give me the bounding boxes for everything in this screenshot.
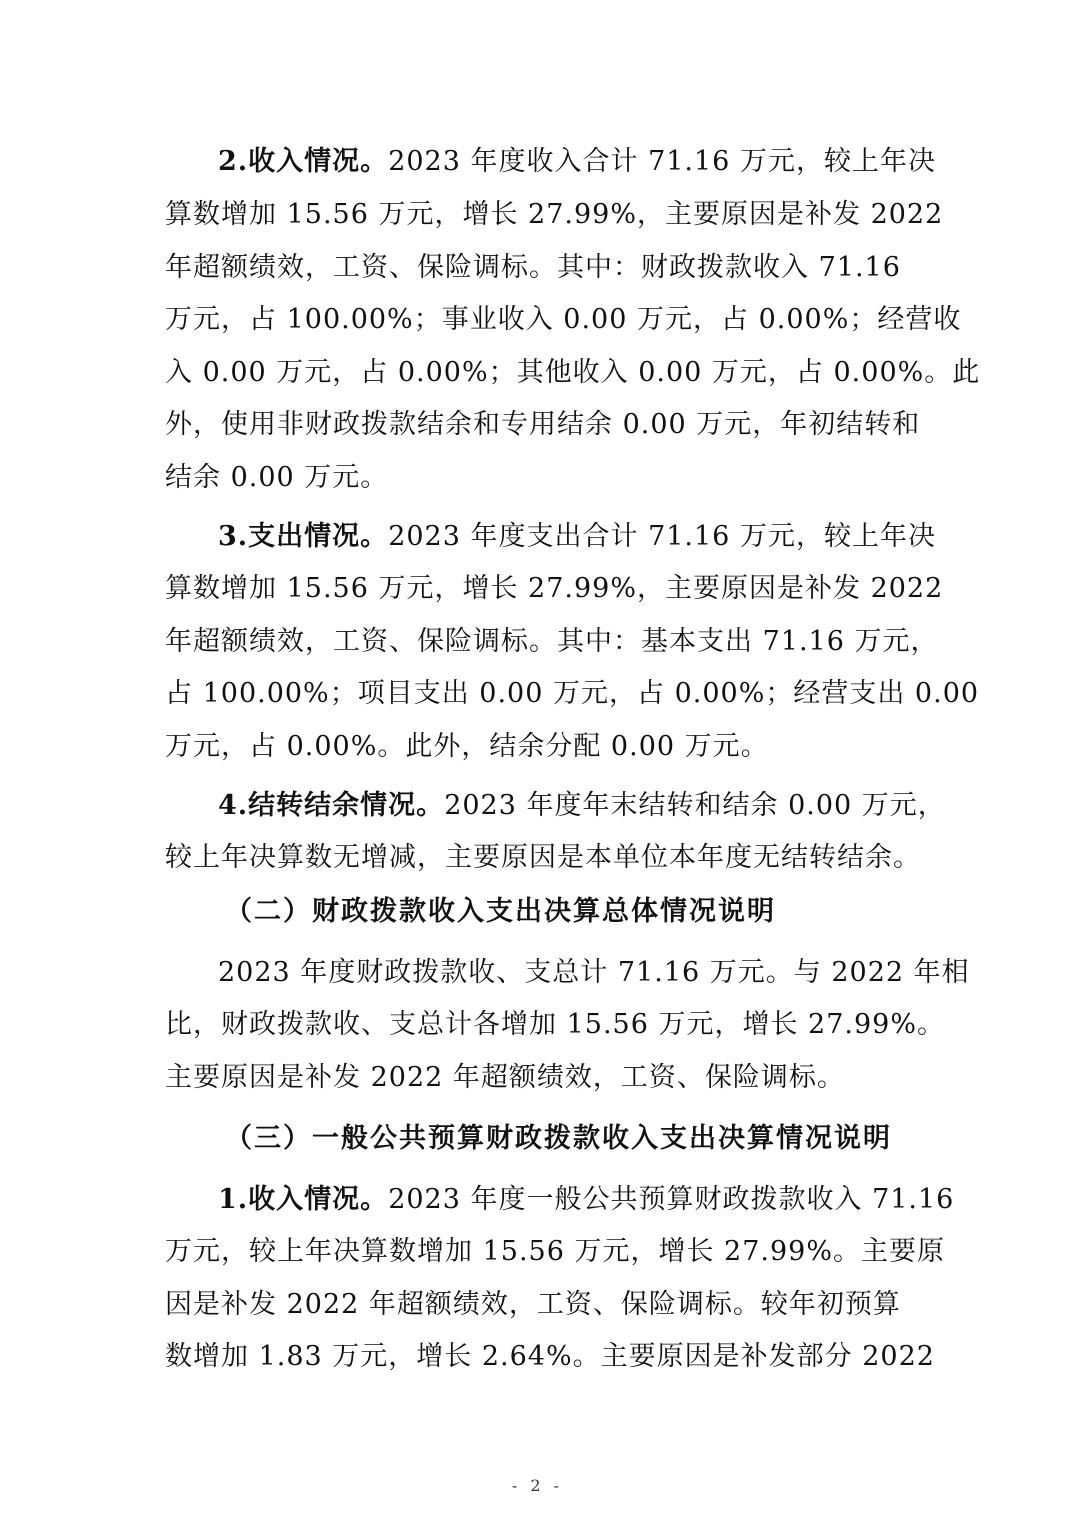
line-text: 算数增加 15.56 万元，增长 27.99%，主要原因是补发 2022 <box>165 199 944 230</box>
text-line <box>0 1232 1075 1272</box>
text-line <box>0 1005 1075 1045</box>
text-line <box>0 248 1075 288</box>
text-line <box>0 458 1075 498</box>
section-heading: （二）财政拨款收入支出决算总体情况说明 <box>225 896 776 927</box>
text-line <box>0 353 1075 393</box>
line-text: 因是补发 2022 年超额绩效，工资、保险调标。较年初预算 <box>165 1289 901 1320</box>
line-text: 算数增加 15.56 万元，增长 27.99%，主要原因是补发 2022 <box>165 573 944 604</box>
text-line <box>0 1337 1075 1377</box>
line-text: 结余 0.00 万元。 <box>165 462 389 493</box>
text-line <box>0 1058 1075 1098</box>
line-text: 占 100.00%；项目支出 0.00 万元，占 0.00%；经营支出 0.00 <box>165 678 980 709</box>
line-text: 较上年决算数无增减，主要原因是本单位本年度无结转结余。 <box>165 842 921 873</box>
text-line <box>0 674 1075 714</box>
line-text: 2023 年度财政拨款收、支总计 71.16 万元。与 2022 年相 <box>218 957 970 988</box>
line-text: 数增加 1.83 万元，增长 2.64%。主要原因是补发部分 2022 <box>165 1341 935 1372</box>
section-lead: 2.收入情况。 <box>218 146 389 177</box>
text-line <box>0 300 1075 340</box>
text-line <box>0 838 1075 878</box>
line-text: 年超额绩效，工资、保险调标。其中：基本支出 71.16 万元， <box>165 626 939 657</box>
text-line <box>0 517 1075 557</box>
line-text: 万元，占 0.00%。此外，结余分配 0.00 万元。 <box>165 731 769 762</box>
line-text: 比，财政拨款收、支总计各增加 15.56 万元，增长 27.99%。 <box>165 1009 945 1040</box>
section-lead: 4.结转结余情况。 <box>218 790 445 821</box>
line-text: 2023 年度收入合计 71.16 万元，较上年决 <box>388 146 936 177</box>
text-line <box>0 1180 1075 1220</box>
line-text: 万元，较上年决算数增加 15.56 万元，增长 27.99%。主要原 <box>165 1236 945 1267</box>
page-number: - 2 - <box>511 1476 564 1495</box>
text-line <box>0 786 1075 826</box>
line-text: 2023 年度年末结转和结余 0.00 万元， <box>444 790 946 821</box>
section-heading: （三）一般公共预算财政拨款收入支出决算情况说明 <box>225 1123 892 1154</box>
line-text: 入 0.00 万元，占 0.00%；其他收入 0.00 万元，占 0.00%。此 <box>165 357 981 388</box>
text-line <box>0 622 1075 662</box>
text-line <box>0 727 1075 767</box>
text-line <box>0 1285 1075 1325</box>
text-line <box>0 142 1075 182</box>
line-text: 万元，占 100.00%；事业收入 0.00 万元，占 0.00%；经营收 <box>165 304 962 335</box>
text-line <box>0 405 1075 445</box>
line-text: 外，使用非财政拨款结余和专用结余 0.00 万元，年初结转和 <box>165 409 921 440</box>
section-lead: 3.支出情况。 <box>218 521 389 552</box>
line-text: 年超额绩效，工资、保险调标。其中：财政拨款收入 71.16 <box>165 252 901 283</box>
line-text: 主要原因是补发 2022 年超额绩效，工资、保险调标。 <box>165 1062 845 1093</box>
line-text: 2023 年度支出合计 71.16 万元，较上年决 <box>388 521 936 552</box>
line-text: 2023 年度一般公共预算财政拨款收入 71.16 <box>388 1184 955 1215</box>
section-lead: 1.收入情况。 <box>218 1184 389 1215</box>
text-line <box>0 569 1075 609</box>
text-line <box>0 953 1075 993</box>
text-line <box>0 195 1075 235</box>
